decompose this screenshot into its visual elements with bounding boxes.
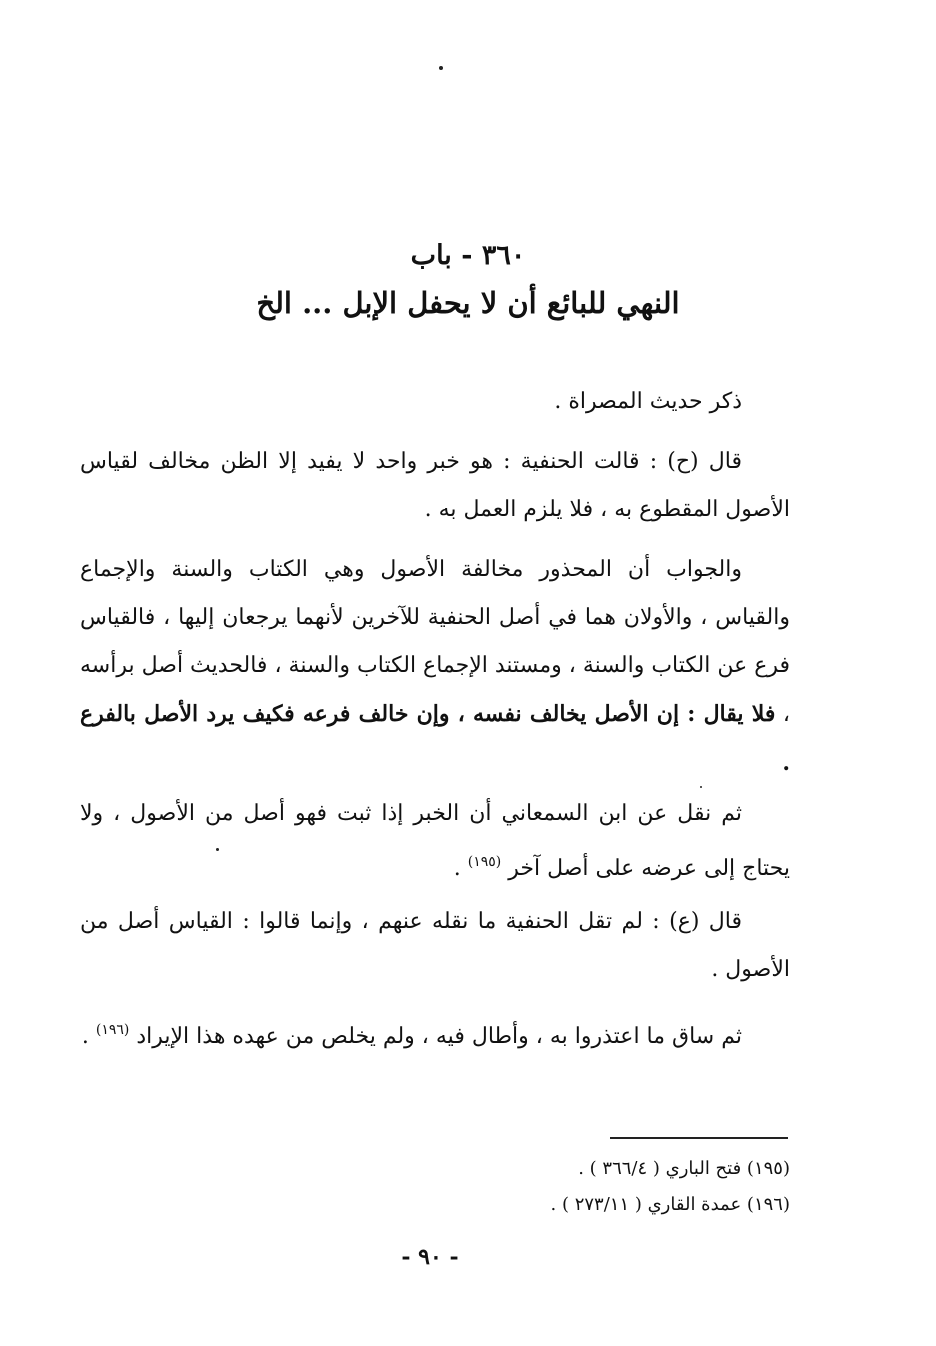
paragraph-text-normal: والجواب أن المحذور مخالفة الأصول وهي الكتاب والسنة والإجماع والقياس ، والأولان هما في أصل الحنفية للآخرين لأنهما يرجعان إليها ، فالقياس فرع عن الكتاب والسنة ، ومستند الإجماع الكتاب والسنة ، فالحديث أصل برأسه ،	[80, 557, 790, 727]
paragraph-text: قال (ع) : لم تقل الحنفية ما نقله عنهم ، وإنما قالوا : القياس أصل من الأصول .	[80, 909, 790, 982]
paragraph-text: قال (ح) : قالت الحنفية : هو خبر واحد لا يفيد إلا الظن مخالف لقياس الأصول المقطوع به ، فلا يلزم العمل به .	[80, 449, 790, 522]
paragraph-text	[80, 546, 790, 788]
paragraph-4	[80, 790, 790, 893]
paragraph-3	[80, 546, 790, 788]
footnote-divider	[610, 1137, 788, 1139]
paragraph-6	[80, 1006, 790, 1061]
paragraph-5	[80, 898, 790, 994]
chapter-number: ٣٦٠ - باب	[410, 240, 526, 271]
paragraph-2	[80, 438, 790, 534]
paragraph-end: .	[453, 856, 468, 881]
paragraph-end: .	[81, 1024, 96, 1049]
chapter-title: النهي للبائع أن لا يحفل الإبل ... الخ	[256, 286, 680, 320]
page-number: - ٩٠ -	[401, 1244, 459, 1270]
paragraph-text: ذكر حديث المصراة .	[554, 389, 742, 414]
paragraph-text-main: ثم نقل عن ابن السمعاني أن الخبر إذا ثبت فهو أصل من الأصول ، ولا يحتاج إلى عرضه على أصل آخر	[80, 801, 790, 881]
footnote-196: (١٩٦) عمدة القاري ( ٢٧٣/١١ ) .	[550, 1194, 790, 1215]
paragraph-text	[80, 1006, 790, 1061]
paragraph-text	[80, 790, 790, 893]
scan-speck	[439, 66, 443, 70]
paragraph-1	[80, 378, 790, 426]
paragraph-text-main: ثم ساق ما اعتذروا به ، وأطال فيه ، ولم يخلص من عهده هذا الإيراد	[136, 1024, 742, 1049]
footnote-195: (١٩٥) فتح الباري ( ٣٦٦/٤ ) .	[578, 1158, 790, 1179]
footnote-reference: (١٩٦)	[95, 1022, 130, 1038]
footnote-reference: (١٩٥)	[467, 854, 502, 870]
paragraph-text-bold: فلا يقال : إن الأصل يخالف نفسه ، وإن خالف فرعه فكيف يرد الأصل بالفرع .	[80, 701, 790, 776]
